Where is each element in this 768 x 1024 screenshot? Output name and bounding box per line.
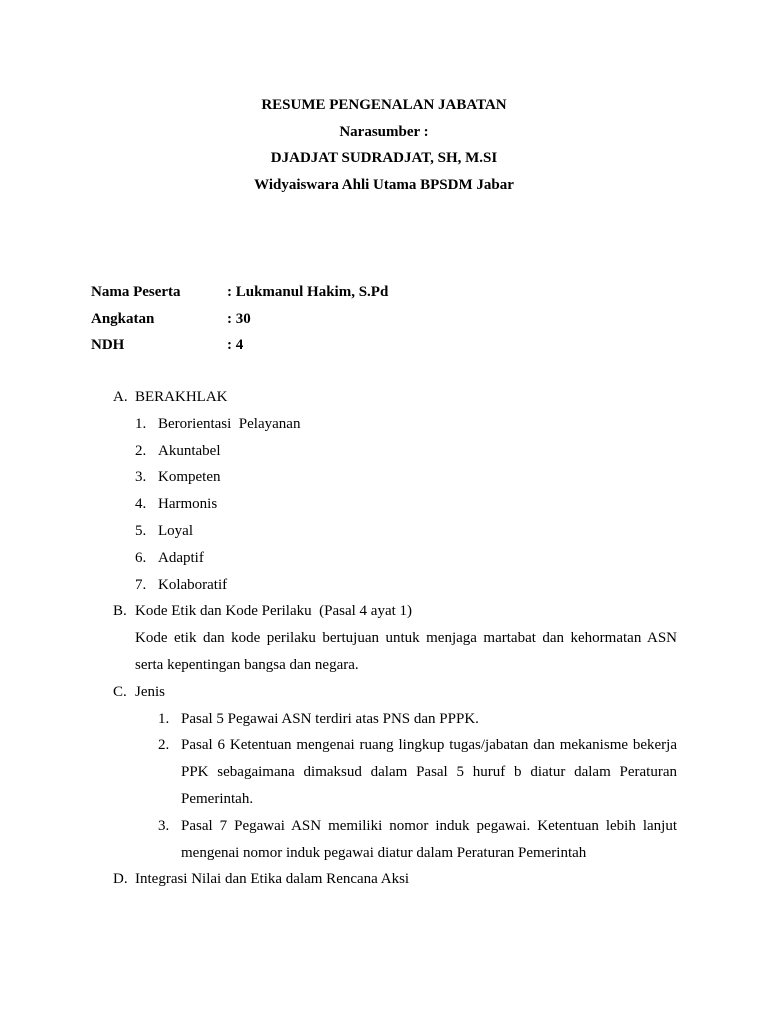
section-title: Kode Etik dan Kode Perilaku (Pasal 4 ayat 1) — [135, 603, 413, 620]
list-number: 2. — [158, 737, 170, 754]
section-title: Jenis — [135, 683, 165, 700]
participant-value: : 4 — [227, 337, 244, 353]
speaker-role: Widyaiswara Ahli Utama BPSDM Jabar — [254, 176, 514, 193]
participant-info — [91, 279, 388, 359]
participant-value: : 30 — [227, 310, 251, 327]
list-item — [135, 572, 677, 599]
section-c-heading — [113, 679, 677, 706]
list-text: Kompeten — [158, 469, 221, 486]
list-text: Akuntabel — [158, 442, 221, 459]
list-item — [135, 545, 677, 572]
list-text: Kolaboratif — [158, 576, 228, 593]
narasumber-label: Narasumber : — [339, 123, 429, 140]
list-number: 4. — [135, 496, 147, 513]
section-letter: B. — [113, 603, 127, 620]
list-number: 3. — [135, 469, 147, 486]
list-item — [135, 491, 677, 518]
list-item — [135, 411, 677, 438]
list-item — [158, 706, 677, 733]
section-d-heading — [113, 866, 677, 893]
list-number: 3. — [158, 817, 170, 834]
participant-label: Angkatan — [91, 310, 155, 327]
section-b-paragraph: Kode etik dan kode perilaku bertujuan untuk menjaga martabat dan kehormatan ASN serta kepentingan bangsa dan negara. — [135, 630, 677, 673]
list-item — [158, 813, 677, 867]
section-a-heading — [113, 384, 677, 411]
section-letter: D. — [113, 871, 128, 888]
section-letter: A. — [113, 389, 128, 405]
section-b-heading — [113, 598, 677, 625]
participant-label: Nama Peserta — [91, 284, 181, 300]
section-title: BERAKHLAK — [135, 389, 228, 405]
section-c-list — [158, 706, 677, 867]
participant-row-name — [91, 279, 388, 306]
participant-label: NDH — [91, 337, 125, 353]
list-text: Harmonis — [158, 496, 218, 513]
document-body — [113, 384, 677, 893]
list-text: Pasal 5 Pegawai ASN terdiri atas PNS dan PPPK. — [181, 710, 479, 727]
list-item — [135, 438, 677, 465]
list-number: 7. — [135, 576, 147, 593]
list-text: Adaptif — [158, 549, 204, 566]
list-text: Pasal 7 Pegawai ASN memiliki nomor induk pegawai. Ketentuan lebih lanjut mengenai nomor induk pegawai diatur dalam Peraturan Pemerintah — [181, 817, 677, 861]
list-item — [135, 518, 677, 545]
document-header — [0, 92, 768, 198]
list-text: Pasal 6 Ketentuan mengenai ruang lingkup tugas/jabatan dan mekanisme bekerja PPK sebagaimana dimaksud dalam Pasal 5 huruf b diatur dalam Peraturan Pemerintah. — [181, 737, 677, 807]
document-title: RESUME PENGENALAN JABATAN — [261, 97, 507, 113]
speaker-name: DJADJAT SUDRADJAT, SH, M.SI — [270, 150, 498, 166]
section-letter: C. — [113, 683, 127, 700]
list-number: 6. — [135, 549, 147, 566]
participant-row-angkatan — [91, 306, 388, 333]
list-number: 1. — [158, 710, 170, 727]
list-number: 5. — [135, 522, 147, 539]
participant-value: : Lukmanul Hakim, S.Pd — [227, 284, 389, 300]
list-number: 2. — [135, 442, 147, 459]
list-item — [135, 464, 677, 491]
list-item — [158, 732, 677, 812]
list-text: Loyal — [158, 522, 193, 539]
section-title: Integrasi Nilai dan Etika dalam Rencana Aksi — [135, 871, 410, 888]
list-text: Berorientasi Pelayanan — [158, 415, 301, 432]
section-a-list — [135, 411, 677, 599]
list-number: 1. — [135, 415, 147, 432]
participant-row-ndh — [91, 332, 388, 359]
